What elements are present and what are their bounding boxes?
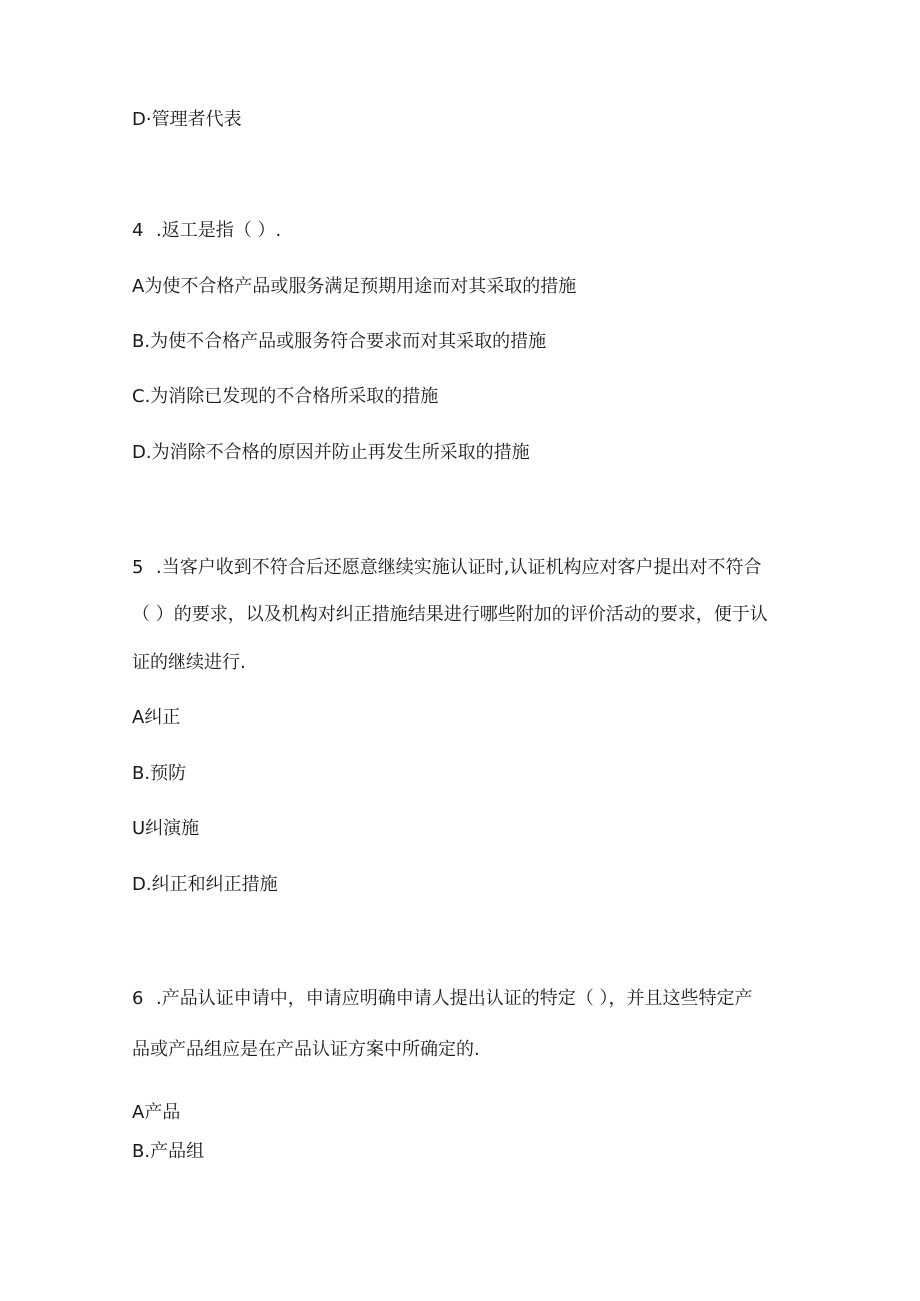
- q4-option-b: B.为使不合格产品或服务符合要求而对其采取的措施: [132, 331, 547, 352]
- q6-stem-text-1: .产品认证申请中，申请应明确申请人提出认证的特定（ ），并且这些特定产: [156, 988, 753, 1009]
- q6-number: 6: [132, 988, 144, 1009]
- q6-stem-line2: 品或产品组应是在产品认证方案中所确定的.: [132, 1039, 480, 1060]
- q5-stem-line3: 证的继续进行.: [132, 652, 246, 673]
- q4-option-a: A为使不合格产品或服务满足预期用途而对其采取的措施: [132, 276, 577, 297]
- q5-option-d: D.纠正和纠正措施: [132, 874, 278, 895]
- q6-option-a: A产品: [132, 1102, 181, 1123]
- q6-stem-line1: [132, 987, 752, 1011]
- q4-option-c: C.为消除已发现的不合格所采取的措施: [132, 386, 439, 407]
- q5-option-c: U纠演施: [132, 818, 200, 839]
- q5-stem-line2: （ ）的要求，以及机构对纠正措施结果进行哪些附加的评价活动的要求，便于认: [132, 604, 768, 625]
- q4-stem-text: .返工是指（ ）.: [156, 220, 282, 241]
- q4-option-d: D.为消除不合格的原因并防止再发生所采取的措施: [132, 442, 530, 463]
- q5-number: 5: [132, 557, 144, 578]
- q5-stem-text-1: .当客户收到不符合后还愿意继续实施认证时,认证机构应对客户提出对不符合: [156, 557, 762, 578]
- q5-option-b: B.预防: [132, 763, 187, 784]
- q4-stem: [132, 219, 281, 243]
- q6-option-b: B.产品组: [132, 1141, 205, 1162]
- q4-number: 4: [132, 220, 144, 241]
- q5-stem-line1: [132, 556, 761, 580]
- q3-option-d: D·管理者代表: [132, 109, 242, 130]
- q5-option-a: A纠正: [132, 707, 181, 728]
